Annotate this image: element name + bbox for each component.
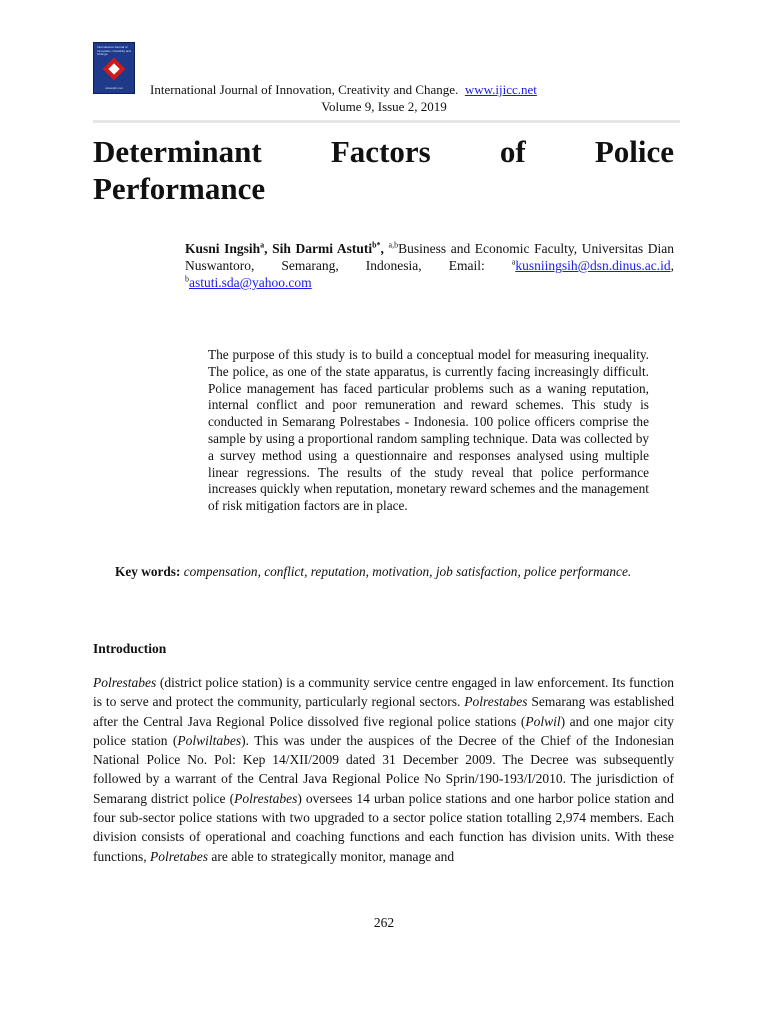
title-line-1: Determinant Factors of Police (93, 134, 674, 169)
email-2-link[interactable]: astuti.sda@yahoo.com (189, 275, 312, 290)
introduction-paragraph: Polrestabes (district police station) is a community service centre engaged in law enforcement. Its function is to serve and protect the community, particularly regional sectors. Polrestabes Semarang was established after the Central Java Regional Police dissolved five regional police stations (Polwil) and one major city police station (Polwiltabes). This was under the auspices of the Decree of the Chief of the Indonesian National Police No. Pol: Kep 14/XII/2009 dated 31 December 2009. The Decree was subsequently followed by a warrant of the Central Java Regional Police No Sprin/190-193/I/2010. The jurisdiction of Semarang district police (Polrestabes) oversees 14 urban police stations and one harbor police station and four sub-sector police stations with two upgraded to a sector police station totalling 2,974 members. Each division consists of operational and coaching functions and each function has division units. With these functions, Polretabes are able to strategically monitor, manage and (93, 675, 674, 864)
author-block: Kusni Ingsih$^a$, Sih Darmi Astuti$^{b*}$, $^{a,b}$Business and Economic Faculty, Universitas Dian Nuswantoro, Semarang, Indonesia, Email: $^a$kusniingsih@dsn.dinus.ac.id, $^b$astuti.sda@yahoo.com (185, 240, 675, 290)
affiliation: Business and Economic Faculty, Universitas Dian Nuswantoro, Semarang, Indonesia, Email: (185, 241, 675, 273)
journal-url-link[interactable]: www.ijicc.net (464, 82, 537, 97)
journal-header (150, 82, 537, 98)
header-divider (93, 120, 680, 123)
keywords-text: compensation, conflict, reputation, motivation, job satisfaction, police performance. (183, 564, 632, 579)
email-1-link[interactable]: kusniingsih@dsn.dinus.ac.id (515, 258, 671, 273)
logo-title: International Journal of Innovation, Creativity and Change (97, 45, 131, 56)
author-1: Kusni Ingsih$^a$, Sih Darmi Astuti$^{b*}$, (185, 240, 384, 256)
keywords (115, 563, 650, 580)
affiliation-sup: a,b (388, 240, 399, 250)
logo-footer: www.ijicc.net (105, 86, 123, 90)
keywords-label: Key words: (115, 564, 181, 579)
journal-logo (93, 42, 135, 94)
volume-issue: Volume 9, Issue 2, 2019 (321, 99, 447, 114)
paper-title (93, 133, 674, 207)
abstract: The purpose of this study is to build a conceptual model for measuring inequality. The police, as one of the state apparatus, is currently facing increasingly difficult. Police management has faced particular problems such as a waning reputation, internal conflict and poor remuneration and reward schemes. This study is conducted in Semarang Polrestabes - Indonesia. 100 police officers comprise the sample by using a proportional random sampling technique. Data was collected by a survey method using a questionnaire and responses analysed using multiple linear regressions. The results of the study reveal that police performance increases quickly when reputation, monetary reward schemes and the management of risk mitigation factors are in place. (208, 347, 649, 514)
volume-line (0, 99, 768, 115)
section-heading-introduction: Introduction (93, 641, 167, 656)
page-number: 262 (373, 915, 395, 930)
journal-name: International Journal of Innovation, Creativity and Change. (150, 82, 459, 97)
title-line-2: Performance (93, 171, 266, 206)
